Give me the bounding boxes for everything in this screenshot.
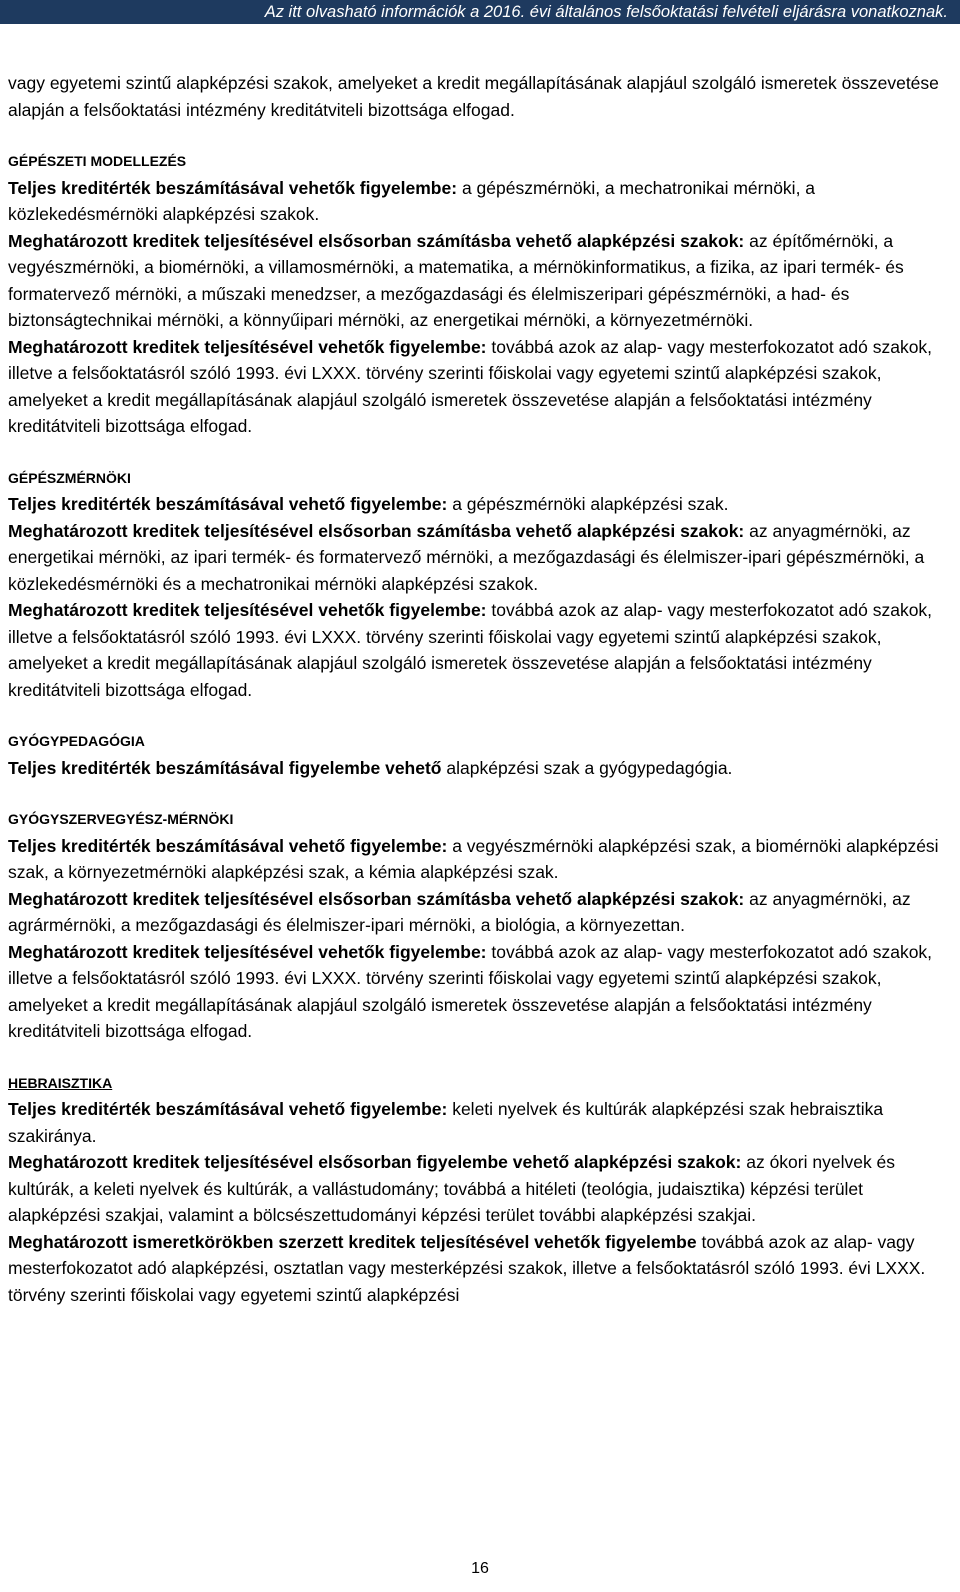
full-credit-text: a gépészmérnöki, a mechatronikai mérnöki, a közlekedésmérnöki alapképzési szakok.: [8, 177, 816, 224]
full-credit-label: Teljes kreditérték beszámításával vehető figyelembe:: [8, 1099, 448, 1119]
primary-credit-label: Meghatározott kreditek teljesítésével elsősorban figyelembe vehető alapképzési szakok:: [8, 1152, 742, 1172]
document-body: [8, 70, 952, 1308]
section-title-gyogyszervegyesz: GYÓGYSZERVEGYÉSZ-MÉRNÖKI: [8, 811, 234, 827]
section-title-hebraisztika: HEBRAISZTIKA: [8, 1074, 113, 1091]
full-credit-text: a gépészmérnöki alapképzési szak.: [452, 494, 729, 514]
primary-credit-paragraph: [8, 1149, 952, 1229]
full-credit-paragraph: [8, 1096, 952, 1149]
intro-paragraph: vagy egyetemi szintű alapképzési szakok, amelyeket a kredit megállapításának alapjául szolgáló ismeretek összevetése alapján a felsőoktatási intézmény kreditátviteli bizottsága elfogad.: [8, 73, 939, 120]
full-credit-text: a vegyészmérnöki alapképzési szak, a biomérnöki alapképzési szak, a környezetmérnöki alapképzési szak, a kémia alapképzési szak.: [8, 835, 939, 882]
also-credit-label: Meghatározott kreditek teljesítésével vehetők figyelembe:: [8, 600, 487, 620]
also-credit-label: Meghatározott kreditek teljesítésével vehetők figyelembe:: [8, 941, 487, 962]
also-credit-label: Meghatározott ismeretkörökben szerzett kreditek teljesítésével vehetők figyelembe: [8, 1231, 697, 1252]
full-credit-label: Teljes kreditérték beszámításával vehetők figyelembe:: [8, 177, 458, 198]
full-credit-paragraph: [8, 491, 952, 518]
full-credit-label: Teljes kreditérték beszámításával vehető figyelembe:: [8, 494, 448, 514]
primary-credit-label: Meghatározott kreditek teljesítésével elsősorban számításba vehető alapképzési szakok:: [8, 230, 745, 251]
page-header: Az itt olvasható információk a 2016. évi általános felsőoktatási felvételi eljárásra vonatkoznak.: [0, 0, 960, 24]
also-credit-text: továbbá azok az alap- vagy mesterfokozatot adó szakok, illetve a felsőoktatásról szóló 1993. évi LXXX. törvény szerinti főiskolai vagy egyetemi szintű alapképzési szakok, amelyeket a kredit megállapításának alapjául szolgáló ismeretek összevetése alapján a felsőoktatási intézmény kreditátviteli bizottsága elfogad.: [8, 336, 933, 436]
also-credit-text: továbbá azok az alap- vagy mesterfokozatot adó szakok, illetve a felsőoktatásról szóló 1993. évi LXXX. törvény szerinti főiskolai vagy egyetemi szintű alapképzési szakok, amelyeket a kredit megállapításának alapjául szolgáló ismeretek összevetése alapján a felsőoktatási intézmény kreditátviteli bizottsága elfogad.: [8, 600, 933, 700]
also-credit-text: továbbá azok az alap- vagy mesterfokozatot adó szakok, illetve a felsőoktatásról szóló 1993. évi LXXX. törvény szerinti főiskolai vagy egyetemi szintű alapképzési szakok, amelyeket a kredit megállapításának alapjául szolgáló ismeretek összevetése alapján a felsőoktatási intézmény kreditátviteli bizottsága elfogad.: [8, 941, 933, 1041]
section-title-gepeszmernoki: GÉPÉSZMÉRNÖKI: [8, 469, 131, 486]
also-credit-paragraph: [8, 1229, 952, 1309]
full-credit-label: Teljes kreditérték beszámításával vehető figyelembe:: [8, 835, 448, 856]
also-credit-paragraph: [8, 939, 952, 1045]
section-title-gepeszeti-modellezes: GÉPÉSZETI MODELLEZÉS: [8, 153, 187, 169]
also-credit-text: továbbá azok az alap- vagy mesterfokozatot adó alapképzési, osztatlan vagy mesterképzési szakok, illetve a felsőoktatásról szóló 1993. évi LXXX. törvény szerinti főiskolai vagy egyetemi szintű alapképzési: [8, 1231, 926, 1305]
primary-credit-paragraph: [8, 886, 952, 939]
section-title-gyogypedagogia: GYÓGYPEDAGÓGIA: [8, 733, 145, 749]
full-credit-paragraph: [8, 833, 952, 886]
page-number: 16: [471, 1560, 489, 1577]
full-credit-label: Teljes kreditérték beszámításával figyelembe vehető: [8, 757, 442, 778]
primary-credit-text: az ókori nyelvek és kultúrák, a keleti nyelvek és kultúrák, a vallástudomány; továbbá a hitéleti (teológia, judaisztika) képzési terület alapképzési szakjai, valamint a bölcsészettudományi képzési terület további alapképzési szakjai.: [8, 1152, 896, 1225]
full-credit-paragraph: [8, 175, 952, 228]
primary-credit-text: az anyagmérnöki, az energetikai mérnöki, az ipari termék- és formatervező mérnöki, a mezőgazdasági és élelmiszer-ipari gépészmérnöki, a közlekedésmérnöki és a mechatronikai mérnöki alapképzési szakok.: [8, 520, 925, 594]
full-credit-paragraph: [8, 755, 952, 782]
also-credit-paragraph: [8, 597, 952, 703]
full-credit-text: alapképzési szak a gyógypedagógia.: [446, 757, 733, 778]
primary-credit-paragraph: [8, 518, 952, 598]
also-credit-paragraph: [8, 334, 952, 440]
primary-credit-text: az építőmérnöki, a vegyészmérnöki, a biomérnöki, a villamosmérnöki, a matematika, a mérnökinformatikus, a fizika, az ipari termék- és formatervező mérnöki, a műszaki menedzser, a mezőgazdasági és élelmiszeripari gépészmérnöki, a had- és biztonságtechnikai mérnöki, a könnyűipari mérnöki, az energetikai mérnöki, a környezetmérnöki.: [8, 230, 904, 330]
primary-credit-text: az anyagmérnöki, az agrármérnöki, a mezőgazdasági és élelmiszer-ipari mérnöki, a biológia, a környezettan.: [8, 888, 911, 935]
full-credit-text: keleti nyelvek és kultúrák alapképzési szak hebraisztika szakiránya.: [8, 1099, 884, 1146]
primary-credit-label: Meghatározott kreditek teljesítésével elsősorban számításba vehető alapképzési szakok:: [8, 888, 745, 909]
also-credit-label: Meghatározott kreditek teljesítésével vehetők figyelembe:: [8, 336, 487, 357]
primary-credit-paragraph: [8, 228, 952, 334]
primary-credit-label: Meghatározott kreditek teljesítésével elsősorban számításba vehető alapképzési szakok:: [8, 520, 745, 541]
